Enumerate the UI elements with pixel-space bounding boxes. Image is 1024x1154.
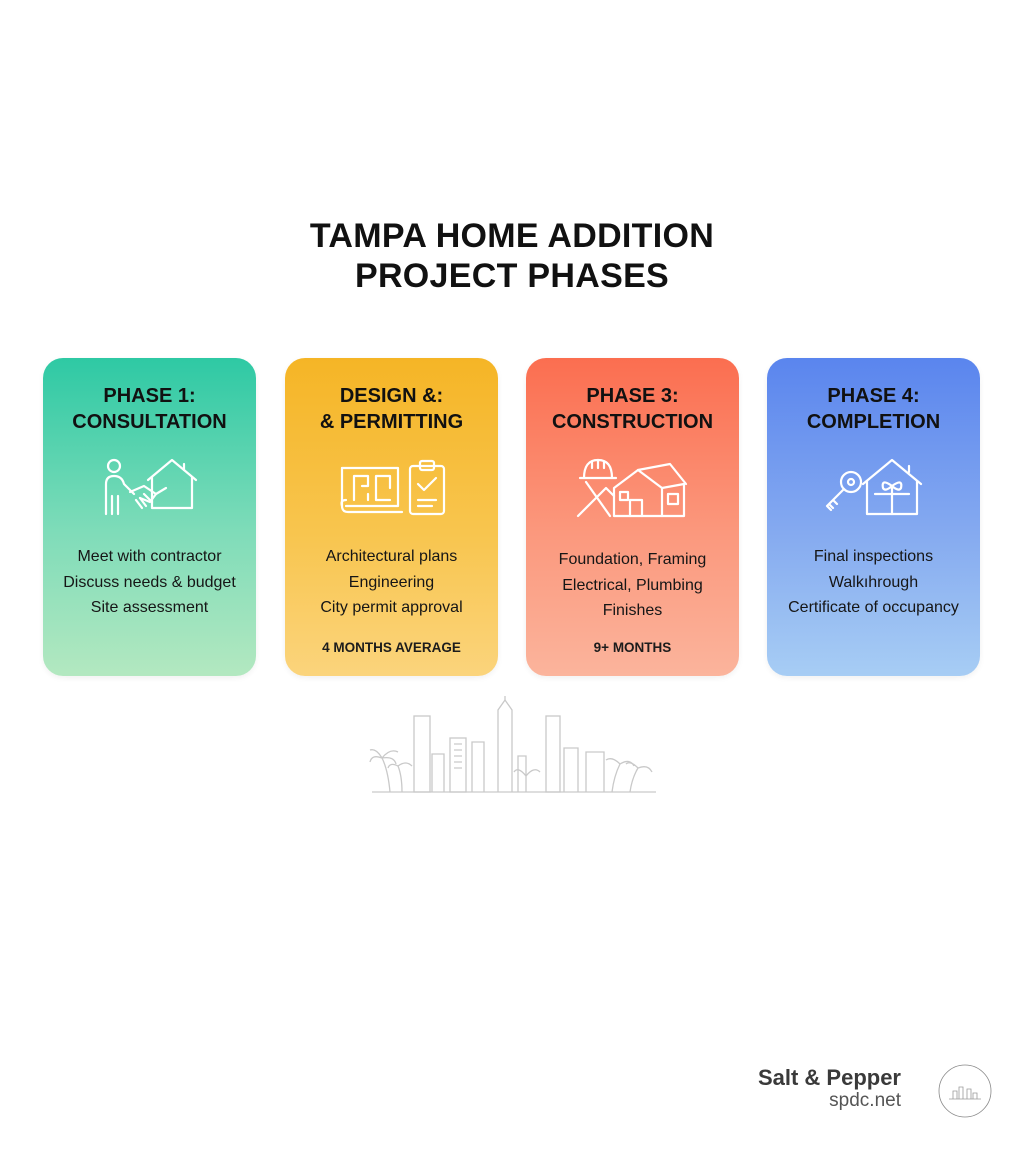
phase-duration: 4 MONTHS AVERAGE bbox=[322, 640, 461, 655]
phase-card-items bbox=[43, 544, 256, 621]
list-item: Meet with contractor bbox=[77, 548, 222, 565]
hardhat-hammer-house-icon bbox=[576, 456, 690, 527]
phase-card-items bbox=[285, 544, 498, 621]
list-item: Walkıhrough bbox=[828, 573, 919, 591]
list-item: Site assessment bbox=[90, 599, 209, 616]
list-item: Electrical, Plumbing bbox=[562, 576, 703, 594]
phase-card-construction bbox=[526, 358, 739, 676]
phase-card-design-permitting bbox=[285, 358, 498, 676]
list-item: Certificate of occupancy bbox=[788, 599, 959, 616]
list-item: Finishes bbox=[602, 602, 663, 619]
list-item: Architectural plans bbox=[325, 548, 458, 565]
list-item: Discuss needs & budget bbox=[63, 573, 236, 591]
handshake-house-icon bbox=[100, 456, 200, 523]
phase-card-title: PHASE 3: CONSTRUCTION bbox=[551, 385, 714, 433]
list-item: City permit approval bbox=[320, 599, 463, 616]
phase-card-consultation bbox=[43, 358, 256, 676]
phase-card-title: PHASE 1: CONSULTATION bbox=[72, 385, 227, 433]
phase-card-items bbox=[767, 544, 980, 621]
tampa-skyline-illustration bbox=[368, 696, 660, 801]
salt-pepper-logo bbox=[937, 1063, 993, 1124]
phase-card-title: DESIGN &: & PERMITTING bbox=[319, 385, 464, 433]
phase-card-completion bbox=[767, 358, 980, 676]
list-item: Final inspections bbox=[813, 548, 934, 565]
page-title bbox=[0, 216, 1024, 296]
key-gift-house-icon bbox=[821, 456, 927, 523]
phase-duration: 9+ MONTHS bbox=[593, 640, 672, 655]
title-line-1: TAMPA HOME ADDITION bbox=[309, 217, 715, 255]
phase-cards bbox=[0, 358, 1024, 678]
phase-card-items bbox=[526, 547, 739, 624]
phase-card-title: PHASE 4: COMPLETION bbox=[806, 385, 941, 433]
brand-name: Salt & Pepper bbox=[757, 1065, 901, 1090]
list-item: Engineering bbox=[348, 573, 435, 591]
blueprint-clipboard-icon bbox=[336, 456, 448, 523]
title-line-2: PROJECT PHASES bbox=[354, 257, 670, 295]
list-item: Foundation, Framing bbox=[558, 551, 707, 568]
brand-url: spdc.net bbox=[829, 1090, 901, 1111]
